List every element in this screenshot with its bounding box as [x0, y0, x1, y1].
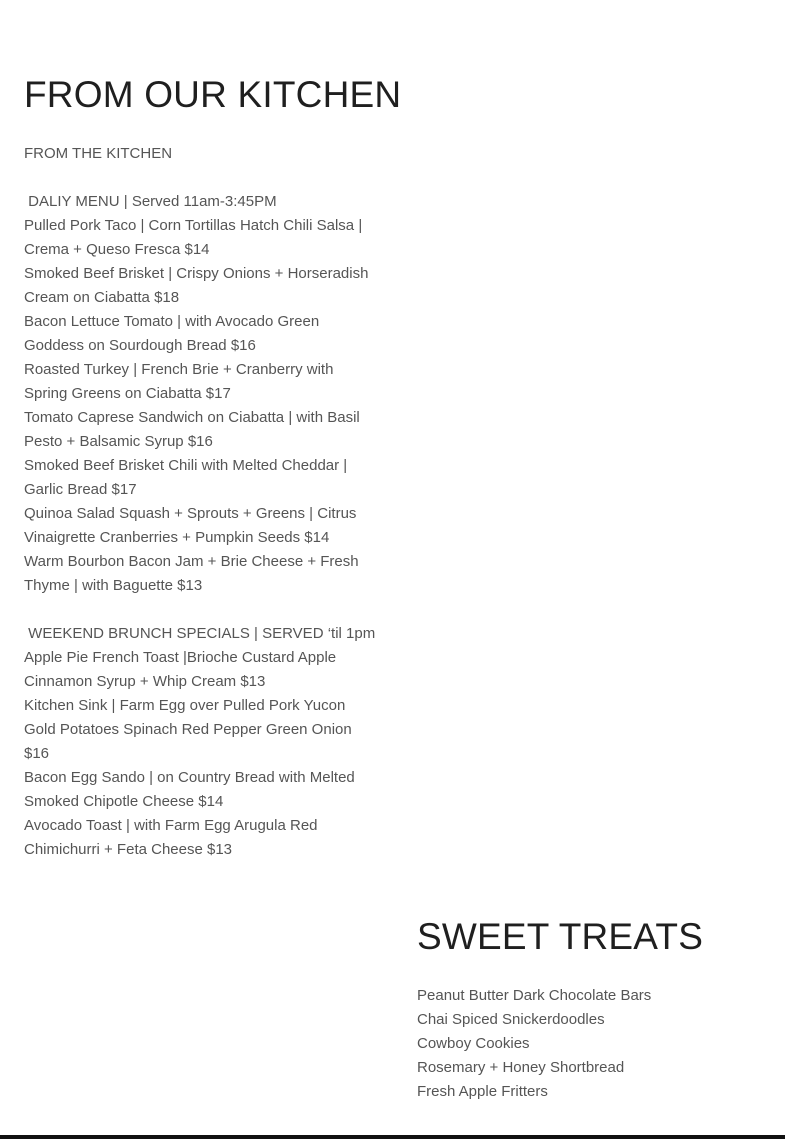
blank-line	[24, 166, 374, 190]
blank-line	[24, 598, 374, 622]
sweets-section-title: SWEET TREATS	[417, 916, 704, 957]
sweet-item: Chai Spiced Snickerdoodles	[417, 1011, 605, 1028]
kitchen-subtitle: FROM THE KITCHEN	[24, 145, 173, 162]
daily-menu-header: DALIY MENU | Served 11am-3:45PM	[24, 193, 277, 210]
brunch-item-kitchen-sink: Kitchen Sink | Farm Egg over Pulled Pork Yucon Gold Potatoes Spinach Red Pepper Green Onion $16	[24, 697, 352, 762]
menu-item-pulled-pork-taco: Pulled Pork Taco | Corn Tortillas Hatch Chili Salsa | Crema + Queso Fresca $14	[24, 217, 363, 258]
sweet-item: Rosemary + Honey Shortbread	[417, 1059, 625, 1076]
kitchen-menu-text	[24, 142, 374, 862]
sweet-item: Cowboy Cookies	[417, 1035, 530, 1052]
brunch-item-avocado-toast: Avocado Toast | with Farm Egg Arugula Red Chimichurri + Feta Cheese $13	[24, 817, 318, 858]
menu-item-blt: Bacon Lettuce Tomato | with Avocado Green Goddess on Sourdough Bread $16	[24, 313, 320, 354]
menu-item-bourbon-bacon-jam: Warm Bourbon Bacon Jam + Brie Cheese + Fresh Thyme | with Baguette $13	[24, 553, 359, 594]
menu-item-roasted-turkey: Roasted Turkey | French Brie + Cranberry with Spring Greens on Ciabatta $17	[24, 361, 334, 402]
weekend-brunch-header: WEEKEND BRUNCH SPECIALS | SERVED ‘til 1pm	[24, 625, 376, 642]
footer-divider	[0, 1135, 785, 1139]
menu-item-brisket-chili: Smoked Beef Brisket Chili with Melted Cheddar | Garlic Bread $17	[24, 457, 348, 498]
menu-item-tomato-caprese: Tomato Caprese Sandwich on Ciabatta | with Basil Pesto + Balsamic Syrup $16	[24, 409, 360, 450]
sweet-item: Fresh Apple Fritters	[417, 1083, 548, 1100]
menu-item-smoked-beef-brisket: Smoked Beef Brisket | Crispy Onions + Horseradish Cream on Ciabatta $18	[24, 265, 369, 306]
brunch-item-apple-pie-french-toast: Apple Pie French Toast |Brioche Custard Apple Cinnamon Syrup + Whip Cream $13	[24, 649, 337, 690]
sweets-list	[417, 984, 757, 1104]
menu-item-quinoa-salad: Quinoa Salad Squash + Sprouts + Greens | Citrus Vinaigrette Cranberries + Pumpkin Seeds $14	[24, 505, 357, 546]
kitchen-section-title: FROM OUR KITCHEN	[24, 74, 402, 115]
brunch-item-bacon-egg-sando: Bacon Egg Sando | on Country Bread with Melted Smoked Chipotle Cheese $14	[24, 769, 355, 810]
sweet-item: Peanut Butter Dark Chocolate Bars	[417, 987, 652, 1004]
